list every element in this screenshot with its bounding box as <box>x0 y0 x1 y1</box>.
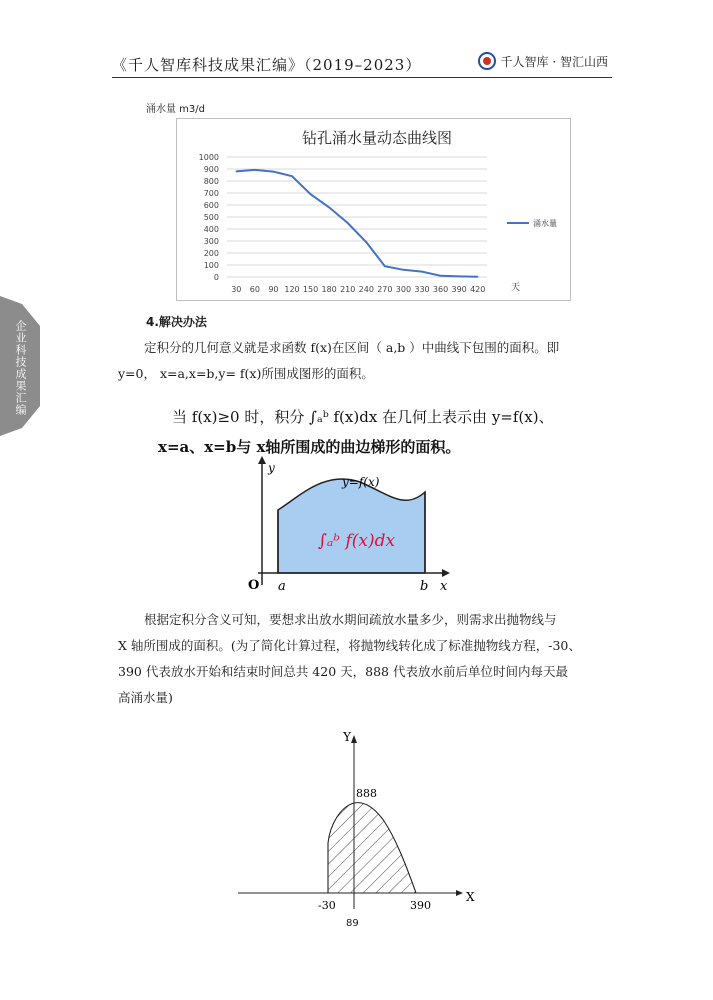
paragraph-line: 390 代表放水开始和结束时间总共 420 天，888 代表放水前后单位时间内每天最 <box>118 664 568 679</box>
data-point <box>403 269 405 271</box>
x-axis-label: x <box>440 579 448 594</box>
y-tick-label: 800 <box>203 177 219 186</box>
y-tick-label: 1000 <box>198 153 219 162</box>
area-diagram <box>150 400 570 595</box>
x-tick-label: 420 <box>470 285 486 294</box>
data-point <box>273 171 275 173</box>
x-tick-label: 360 <box>432 285 449 294</box>
y-tick-label: 900 <box>203 165 219 174</box>
paragraph-1 <box>118 335 598 387</box>
b-label: b <box>420 579 429 594</box>
paragraph-line: 定积分的几何意义就是求函数 f(x)在区间（ a,b ）中曲线下包围的面积。即 <box>144 340 560 355</box>
x-tick-label: 270 <box>377 285 393 294</box>
x-tick-label: 210 <box>340 285 356 294</box>
y-tick-label: 300 <box>203 237 219 246</box>
data-point <box>328 207 330 209</box>
x-tick-label: 240 <box>358 285 374 294</box>
data-point <box>291 175 293 177</box>
legend-label: 涌水量 <box>533 219 557 228</box>
a-label: a <box>278 579 286 594</box>
x-axis-label: X <box>466 890 475 904</box>
x-tick-label: 150 <box>302 285 319 294</box>
x-tick-label: 330 <box>414 285 430 294</box>
y-tick-label: 0 <box>213 273 219 282</box>
paragraph-line: X 轴所围成的面积。(为了简化计算过程，将抛物线转化成了标准抛物线方程，-30、 <box>118 638 581 653</box>
figure-caption-line: 当 f(x)≥0 时，积分 ∫ₐᵇ f(x)dx 在几何上表示由 y=f(x)、 <box>172 408 554 426</box>
logo-icon <box>478 52 496 70</box>
y-tick-label: 200 <box>203 249 219 258</box>
x-tick-label: 390 <box>451 285 467 294</box>
data-point <box>458 276 460 278</box>
x-tick-label: 180 <box>321 285 337 294</box>
origin-label: O <box>248 578 260 593</box>
start-label: -30 <box>318 899 336 912</box>
y-axis-label: y <box>268 461 275 475</box>
page-number: 89 <box>346 918 359 929</box>
data-point <box>310 193 312 195</box>
chart-canvas <box>177 119 572 302</box>
end-label: 390 <box>410 899 431 912</box>
y-tick-label: 100 <box>203 261 219 270</box>
peak-label: 888 <box>356 787 377 800</box>
side-tab-label: 企业科技成果汇编 <box>14 320 27 416</box>
y-tick-label: 700 <box>203 189 219 198</box>
data-point <box>235 171 237 173</box>
data-point <box>365 241 367 243</box>
data-point <box>347 222 349 224</box>
side-section-tab <box>0 296 40 436</box>
series-line <box>236 170 477 277</box>
data-point <box>477 276 479 278</box>
data-point <box>440 275 442 277</box>
section-heading: 4.解决办法 <box>146 315 207 329</box>
data-point <box>254 169 256 171</box>
paragraph-line: y=0， x=a,x=b,y= f(x)所围成图形的面积。 <box>118 366 374 381</box>
x-tick-label: 300 <box>395 285 412 294</box>
data-point <box>384 265 386 267</box>
y-tick-label: 500 <box>203 213 219 222</box>
parabola-figure <box>238 725 478 915</box>
figure-caption-line: x=a、x=b与 x轴所围成的曲边梯形的面积。 <box>158 438 461 456</box>
header-divider <box>112 77 612 78</box>
parabola-diagram <box>238 725 478 915</box>
curve-label: y=f(x) <box>342 475 380 489</box>
x-tick-label: 60 <box>249 285 260 294</box>
chart-title: 钻孔涌水量动态曲线图 <box>301 129 453 147</box>
x-tick-label: 120 <box>284 285 300 294</box>
y-axis-label: Y <box>343 730 351 744</box>
paragraph-2 <box>118 607 598 711</box>
y-tick-label: 400 <box>203 225 219 234</box>
paragraph-line: 根据定积分含义可知，要想求出放水期间疏放水量多少，则需求出抛物线与 <box>144 612 557 627</box>
integral-label: ∫ₐᵇ f(x)dx <box>318 531 396 551</box>
data-point <box>421 271 423 273</box>
chart-unit-caption: 涌水量 m3/d <box>146 104 205 115</box>
line-chart <box>176 118 571 301</box>
logo-text: 千人智库 · 智汇山西 <box>500 54 608 69</box>
x-tick-label: 30 <box>231 285 242 294</box>
publisher-logo <box>478 52 608 70</box>
paragraph-line: 高涌水量) <box>118 690 173 705</box>
book-title: 《千人智库科技成果汇编》（2019–2023） <box>112 56 422 74</box>
y-tick-label: 600 <box>203 201 219 210</box>
page-header <box>112 50 612 78</box>
integral-figure <box>150 400 570 595</box>
x-tick-label: 90 <box>268 285 279 294</box>
x-axis-label: 天 <box>511 283 521 293</box>
